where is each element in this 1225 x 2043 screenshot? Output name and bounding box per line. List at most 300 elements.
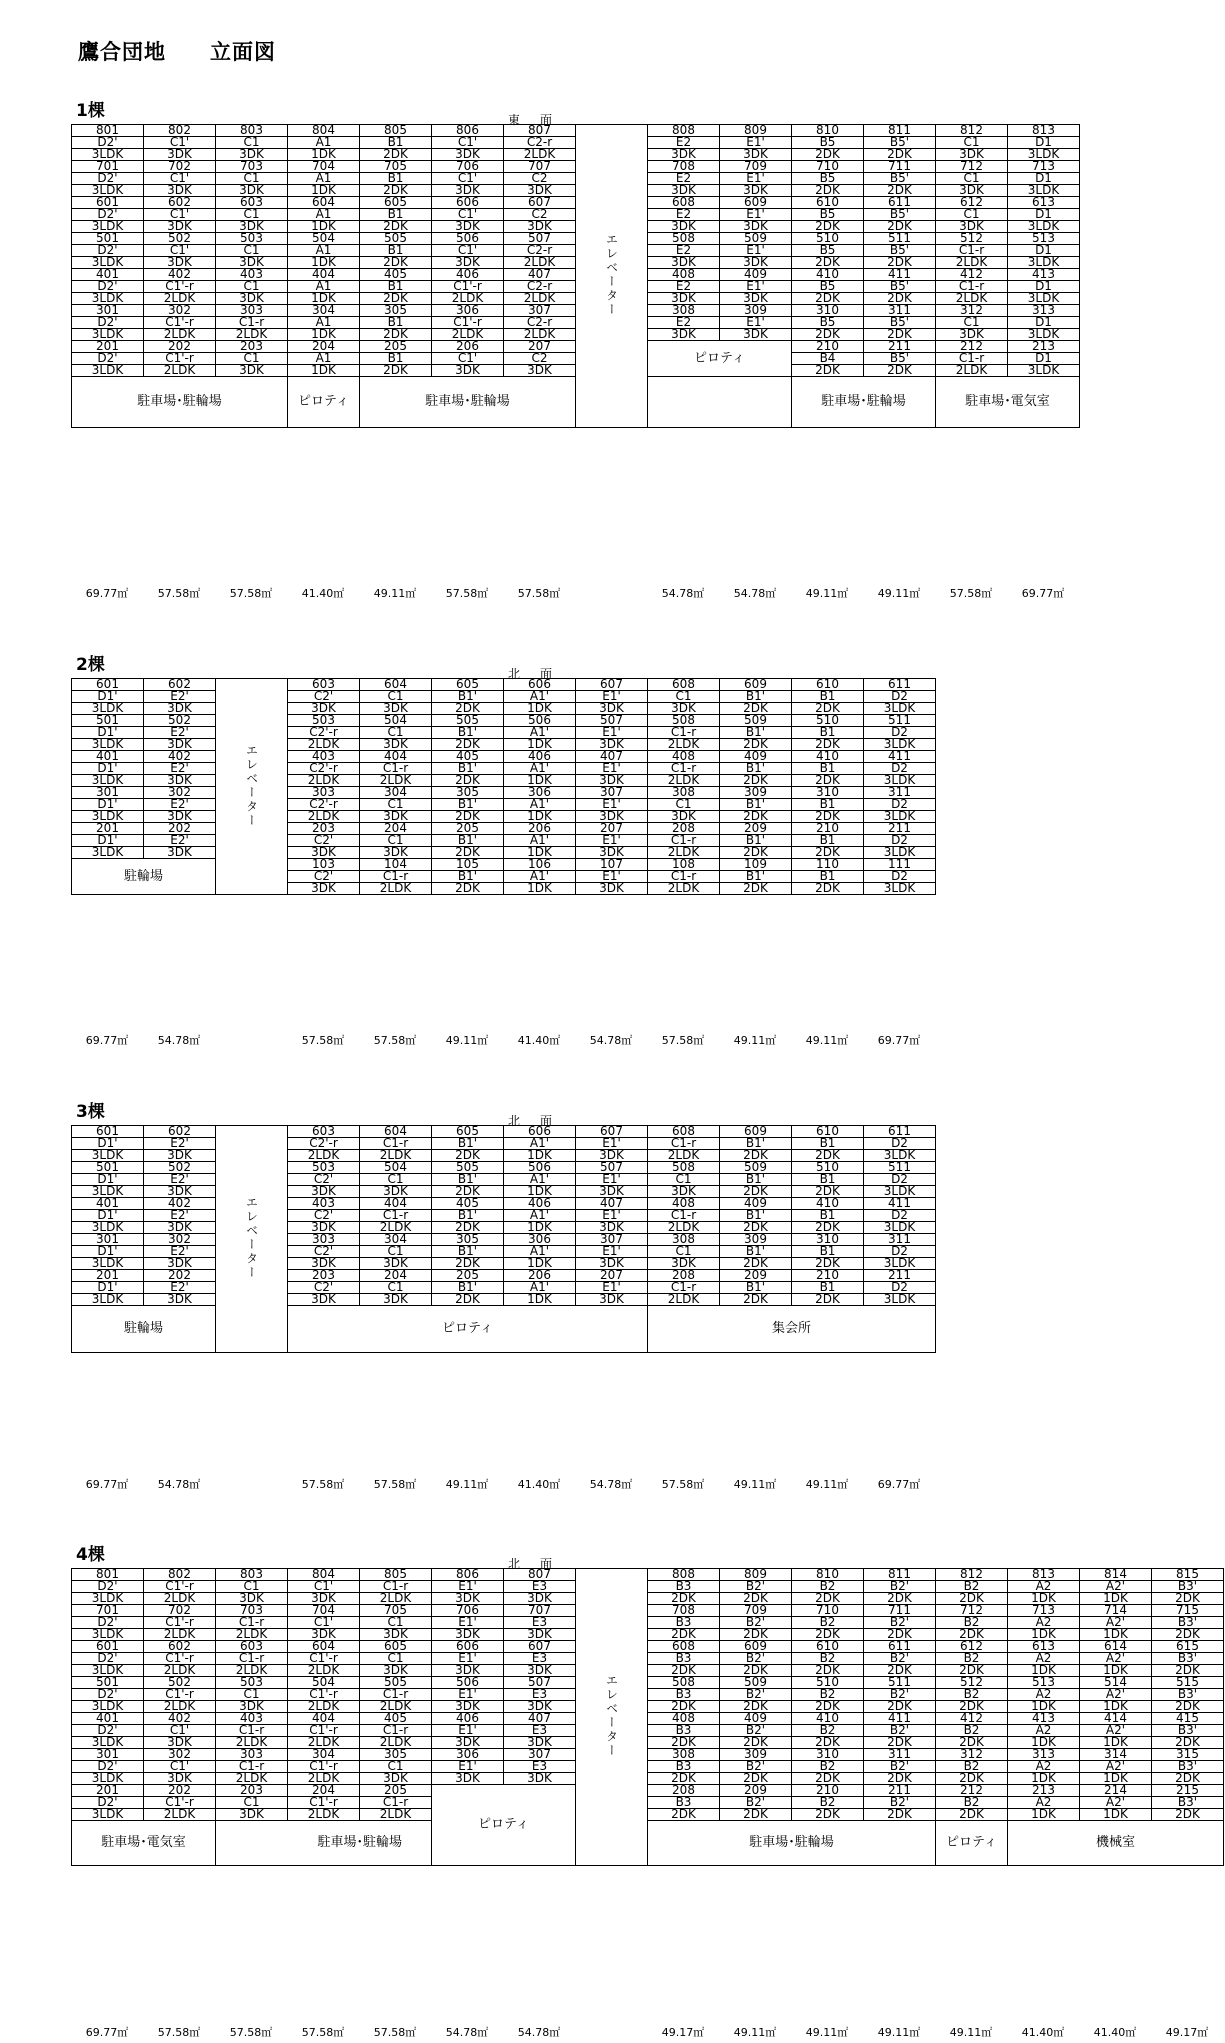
unit-number: 108 [648, 859, 720, 871]
unit-layout: 2DK [936, 1665, 1008, 1677]
unit-layout: 3LDK [72, 1665, 144, 1677]
elevator-shaft [216, 1126, 288, 1353]
unit-type: B1' [720, 727, 792, 739]
unit-layout: 3DK [432, 1701, 504, 1713]
unit-number: 704 [288, 1605, 360, 1617]
floor-row-type [72, 1581, 1224, 1593]
unit-layout: 3LDK [864, 847, 936, 859]
floor-row-type [72, 1653, 1224, 1665]
unit-type: C1 [648, 691, 720, 703]
unit-layout: 3DK [360, 1186, 432, 1198]
unit-layout: 2DK [720, 1150, 792, 1162]
unit-type: B1' [432, 1210, 504, 1222]
ground-facility: 駐車場･駐輪場 [216, 1821, 504, 1866]
unit-number: 106 [504, 859, 576, 871]
unit-type: E3 [504, 1617, 576, 1629]
unit-number: 509 [720, 1677, 792, 1689]
unit-number: 501 [72, 1677, 144, 1689]
unit-layout: 3LDK [72, 1773, 144, 1785]
unit-layout: 3DK [288, 1186, 360, 1198]
unit-type: B1' [432, 871, 504, 883]
unit-layout: 2DK [720, 1701, 792, 1713]
unit-area: 49.11㎡ [877, 587, 921, 600]
unit-type: C1 [360, 1617, 432, 1629]
unit-type: B2 [792, 1689, 864, 1701]
unit-type: E2' [144, 1138, 216, 1150]
unit-type: A1' [504, 691, 576, 703]
unit-type: E2' [144, 763, 216, 775]
ground-facility: ピロティ [288, 377, 360, 428]
unit-type: B1' [432, 727, 504, 739]
unit-number: 805 [360, 125, 432, 137]
unit-layout: 3LDK [864, 1150, 936, 1162]
unit-type: A1' [504, 871, 576, 883]
unit-layout: 2DK [432, 847, 504, 859]
unit-layout: 3DK [504, 185, 576, 197]
unit-number: 502 [144, 715, 216, 727]
unit-layout: 3DK [360, 847, 432, 859]
unit-number: 507 [576, 1162, 648, 1174]
unit-number: 604 [288, 197, 360, 209]
unit-type: E3 [504, 1581, 576, 1593]
unit-area: 49.11㎡ [445, 1034, 489, 1047]
unit-number: 605 [432, 679, 504, 691]
unit-number: 306 [504, 1234, 576, 1246]
unit-type: D2 [864, 1210, 936, 1222]
unit-layout: 2DK [432, 703, 504, 715]
unit-number: 403 [216, 1713, 288, 1725]
floor-row-layout [72, 1222, 936, 1234]
unit-type: C1-r [360, 1725, 432, 1737]
unit-layout: 3DK [144, 1150, 216, 1162]
ground-facility: 駐車場･電気室 [936, 377, 1080, 428]
unit-layout: 2DK [720, 739, 792, 751]
unit-layout: 2DK [792, 1186, 864, 1198]
unit-type: B2' [864, 1617, 936, 1629]
unit-number: 309 [720, 305, 792, 317]
unit-type: A2 [1008, 1725, 1080, 1737]
unit-number: 407 [576, 1198, 648, 1210]
unit-number: 103 [288, 859, 360, 871]
unit-area: 49.11㎡ [373, 587, 417, 600]
unit-type: B1' [720, 835, 792, 847]
unit-number: 202 [144, 1785, 216, 1797]
floor-row-number [72, 1641, 1224, 1653]
unit-number: 510 [792, 715, 864, 727]
floor-row-number [72, 1785, 1224, 1797]
unit-number: 715 [1152, 1605, 1224, 1617]
unit-type: A1' [504, 1138, 576, 1150]
unit-type: D1' [72, 691, 144, 703]
unit-layout: 2DK [432, 775, 504, 787]
unit-type: C1 [216, 137, 288, 149]
unit-layout: 3DK [936, 329, 1008, 341]
unit-type: A2' [1080, 1725, 1152, 1737]
unit-layout: 3DK [432, 149, 504, 161]
unit-number: 813 [1008, 125, 1080, 137]
unit-layout: 2LDK [504, 329, 576, 341]
unit-layout: 2DK [864, 185, 936, 197]
unit-type: D1' [72, 1210, 144, 1222]
floor-row-layout [72, 1737, 1224, 1749]
unit-layout: 3DK [144, 775, 216, 787]
unit-layout: 3DK [216, 1809, 288, 1821]
unit-type: C1 [360, 1174, 432, 1186]
unit-number: 606 [504, 1126, 576, 1138]
unit-number: 201 [72, 1785, 144, 1797]
unit-layout: 3LDK [864, 1258, 936, 1270]
unit-layout: 2DK [720, 1593, 792, 1605]
floor-row-number [72, 1677, 1224, 1689]
unit-number: 407 [504, 269, 576, 281]
unit-area: 49.11㎡ [805, 2026, 849, 2039]
unit-layout: 2DK [792, 883, 864, 895]
unit-type: D2 [864, 727, 936, 739]
unit-number: 703 [216, 1605, 288, 1617]
unit-layout: 3LDK [864, 775, 936, 787]
unit-area: 54.78㎡ [661, 587, 705, 600]
unit-type: D2 [864, 691, 936, 703]
unit-number: 405 [360, 1713, 432, 1725]
unit-layout: 3DK [504, 365, 576, 377]
unit-layout: 3DK [576, 847, 648, 859]
unit-type: A1' [504, 727, 576, 739]
unit-number: 312 [936, 305, 1008, 317]
unit-layout: 3DK [288, 847, 360, 859]
unit-type: B3 [648, 1617, 720, 1629]
unit-layout: 2DK [360, 329, 432, 341]
unit-layout: 2LDK [648, 883, 720, 895]
unit-type: C1' [144, 1725, 216, 1737]
unit-layout: 2DK [792, 703, 864, 715]
unit-layout: 3DK [144, 1737, 216, 1749]
floor-row-number [72, 1270, 936, 1282]
unit-type: A1 [288, 353, 360, 365]
unit-layout: 3DK [936, 185, 1008, 197]
unit-layout: 2DK [864, 1701, 936, 1713]
unit-number: 403 [288, 751, 360, 763]
unit-layout: 3DK [360, 703, 432, 715]
unit-layout: 3DK [144, 1294, 216, 1306]
unit-number: 411 [864, 751, 936, 763]
unit-type: B1' [720, 691, 792, 703]
unit-number: 710 [792, 1605, 864, 1617]
unit-type: C1'-r [288, 1797, 360, 1809]
ground-facility: 駐車場･駐輪場 [792, 377, 936, 428]
unit-layout: 3DK [648, 703, 720, 715]
unit-number: 503 [288, 1162, 360, 1174]
unit-number: 514 [1080, 1677, 1152, 1689]
unit-layout: 1DK [1080, 1737, 1152, 1749]
unit-number: 612 [936, 197, 1008, 209]
unit-type: D2' [72, 1725, 144, 1737]
unit-type: D2' [72, 1617, 144, 1629]
unit-number: 506 [504, 715, 576, 727]
unit-number: 407 [576, 751, 648, 763]
unit-type: E3 [504, 1653, 576, 1665]
unit-layout: 2DK [648, 1701, 720, 1713]
unit-number: 709 [720, 161, 792, 173]
unit-type: C1-r [360, 763, 432, 775]
elevation-face-label: 北 面 [508, 1557, 557, 1571]
unit-area: 57.58㎡ [661, 1478, 705, 1491]
unit-number: 310 [792, 305, 864, 317]
unit-number: 512 [936, 1677, 1008, 1689]
unit-type: B3 [648, 1797, 720, 1809]
unit-layout: 3DK [288, 1222, 360, 1234]
unit-number: 605 [360, 197, 432, 209]
unit-layout: 2DK [864, 149, 936, 161]
unit-type: B5 [792, 317, 864, 329]
unit-type: B1' [720, 1210, 792, 1222]
unit-layout: 3LDK [72, 1150, 144, 1162]
unit-layout: 2DK [792, 775, 864, 787]
unit-number: 104 [360, 859, 432, 871]
unit-layout: 2DK [792, 1701, 864, 1713]
unit-number: 615 [1152, 1641, 1224, 1653]
unit-layout: 1DK [1080, 1809, 1152, 1821]
unit-layout: 2LDK [504, 257, 576, 269]
unit-type: D1 [1008, 245, 1080, 257]
unit-type: C2' [288, 871, 360, 883]
unit-type: C1' [144, 173, 216, 185]
unit-type: C1'-r [144, 1617, 216, 1629]
elevation-table [71, 124, 1080, 428]
unit-layout: 3DK [576, 883, 648, 895]
unit-type: B1' [720, 1282, 792, 1294]
unit-number: 309 [720, 787, 792, 799]
unit-type: B1 [792, 763, 864, 775]
unit-layout: 2DK [792, 257, 864, 269]
unit-number: 602 [144, 197, 216, 209]
unit-number: 812 [936, 1569, 1008, 1581]
unit-layout: 2LDK [144, 293, 216, 305]
unit-type: D2' [72, 281, 144, 293]
unit-number: 812 [936, 125, 1008, 137]
unit-number: 311 [864, 1234, 936, 1246]
unit-layout: 2LDK [216, 329, 288, 341]
unit-area: 57.58㎡ [301, 2026, 345, 2039]
unit-type: C1 [360, 691, 432, 703]
elevator-label: エレベーター [244, 1196, 259, 1280]
unit-layout: 2LDK [288, 1701, 360, 1713]
unit-type: E1' [576, 727, 648, 739]
unit-number: 402 [144, 1713, 216, 1725]
unit-type: D1 [1008, 353, 1080, 365]
unit-type: E2 [648, 245, 720, 257]
unit-number: 310 [792, 1749, 864, 1761]
unit-layout: 2DK [792, 1629, 864, 1641]
unit-type: E1' [432, 1653, 504, 1665]
unit-layout: 1DK [1008, 1809, 1080, 1821]
unit-layout: 3DK [288, 703, 360, 715]
unit-type: B3 [648, 1725, 720, 1737]
unit-type: E1' [720, 317, 792, 329]
unit-layout: 1DK [288, 293, 360, 305]
unit-type: C1-r [936, 353, 1008, 365]
unit-number: 411 [864, 1198, 936, 1210]
ground-facility: 駐輪場 [72, 859, 216, 895]
unit-type: E1' [576, 763, 648, 775]
blank-area [648, 377, 792, 428]
unit-area: 54.78㎡ [589, 1034, 633, 1047]
unit-type: E2 [648, 209, 720, 221]
unit-type: B2 [936, 1797, 1008, 1809]
floor-row-type [72, 1761, 1224, 1773]
unit-layout: 2DK [792, 1258, 864, 1270]
unit-type: C1' [432, 353, 504, 365]
unit-type: D1' [72, 1246, 144, 1258]
unit-number: 603 [216, 1641, 288, 1653]
floor-row-layout [72, 1294, 936, 1306]
unit-layout: 2LDK [216, 1665, 288, 1677]
unit-layout: 3DK [288, 883, 360, 895]
unit-type: C1 [216, 281, 288, 293]
unit-layout: 2DK [792, 847, 864, 859]
unit-layout: 2DK [864, 1665, 936, 1677]
unit-layout: 2DK [792, 293, 864, 305]
unit-area: 57.58㎡ [157, 587, 201, 600]
unit-number: 206 [504, 823, 576, 835]
unit-layout: 1DK [288, 329, 360, 341]
unit-type: E2' [144, 1210, 216, 1222]
unit-layout: 2DK [792, 1593, 864, 1605]
unit-type: C2 [504, 209, 576, 221]
unit-layout: 2DK [792, 221, 864, 233]
unit-type: B2 [792, 1725, 864, 1737]
unit-type: A1' [504, 835, 576, 847]
unit-number: 308 [648, 787, 720, 799]
floor-row-number [72, 859, 936, 871]
floor-row-layout [72, 1629, 1224, 1641]
unit-layout: 2DK [792, 329, 864, 341]
unit-number: 508 [648, 233, 720, 245]
unit-layout: 2DK [432, 1294, 504, 1306]
elevator-label: エレベーター [604, 1674, 619, 1758]
unit-number: 607 [504, 1641, 576, 1653]
unit-area: 49.11㎡ [949, 2026, 993, 2039]
elevation-table [71, 678, 936, 895]
unit-layout: 2DK [792, 1665, 864, 1677]
unit-layout: 3DK [432, 1629, 504, 1641]
unit-layout: 2DK [1152, 1629, 1224, 1641]
unit-type: B2 [792, 1617, 864, 1629]
unit-number: 608 [648, 1126, 720, 1138]
unit-number: 210 [792, 823, 864, 835]
unit-number: 306 [432, 305, 504, 317]
unit-number: 304 [360, 1234, 432, 1246]
unit-type: A2 [1008, 1581, 1080, 1593]
unit-number: 607 [576, 679, 648, 691]
unit-type: C1-r [216, 1761, 288, 1773]
unit-number: 302 [144, 1749, 216, 1761]
unit-number: 610 [792, 1126, 864, 1138]
unit-type: C1'-r [144, 353, 216, 365]
unit-type: C1' [144, 209, 216, 221]
unit-layout: 3DK [432, 1593, 504, 1605]
unit-number: 110 [792, 859, 864, 871]
unit-number: 201 [72, 823, 144, 835]
unit-type: B1 [360, 281, 432, 293]
unit-layout: 2LDK [648, 1222, 720, 1234]
unit-number: 401 [72, 1713, 144, 1725]
unit-type: B4 [792, 353, 864, 365]
unit-number: 713 [1008, 161, 1080, 173]
unit-layout: 2LDK [288, 1665, 360, 1677]
unit-layout: 2LDK [288, 1773, 360, 1785]
unit-type: E2' [144, 1246, 216, 1258]
unit-type: D1 [1008, 173, 1080, 185]
unit-layout: 2DK [720, 703, 792, 715]
unit-area: 49.11㎡ [733, 1478, 777, 1491]
floor-row-number [72, 1569, 1224, 1581]
floor-row-number [72, 1234, 936, 1246]
unit-number: 611 [864, 1641, 936, 1653]
unit-type: D2' [72, 245, 144, 257]
unit-type: B5' [864, 281, 936, 293]
unit-layout: 2LDK [360, 775, 432, 787]
unit-number: 209 [720, 1785, 792, 1797]
unit-number: 504 [288, 233, 360, 245]
unit-type: E1' [576, 871, 648, 883]
unit-layout: 2LDK [648, 739, 720, 751]
unit-type: E1' [576, 1138, 648, 1150]
unit-type: B1' [432, 763, 504, 775]
unit-type: B3' [1152, 1725, 1224, 1737]
unit-type: B1' [720, 1138, 792, 1150]
unit-type: A2' [1080, 1617, 1152, 1629]
unit-type: E1' [720, 245, 792, 257]
unit-type: C1'-r [144, 281, 216, 293]
unit-number: 202 [144, 341, 216, 353]
unit-type: C1'-r [432, 317, 504, 329]
unit-number: 512 [936, 233, 1008, 245]
unit-number: 212 [936, 341, 1008, 353]
floor-row-layout [72, 1665, 1224, 1677]
unit-number: 701 [72, 1605, 144, 1617]
unit-layout: 1DK [504, 775, 576, 787]
unit-type: D1 [1008, 137, 1080, 149]
unit-number: 211 [864, 823, 936, 835]
unit-layout: 3DK [576, 1294, 648, 1306]
unit-number: 401 [72, 1198, 144, 1210]
unit-type: B1 [360, 245, 432, 257]
ground-facility: 駐車場･電気室 [72, 1821, 216, 1866]
unit-layout: 3LDK [1008, 365, 1080, 377]
unit-number: 501 [72, 233, 144, 245]
unit-layout: 2DK [360, 149, 432, 161]
unit-layout: 2DK [720, 847, 792, 859]
unit-number: 404 [288, 1713, 360, 1725]
unit-layout: 1DK [1008, 1593, 1080, 1605]
unit-type: C1-r [360, 1210, 432, 1222]
unit-number: 801 [72, 125, 144, 137]
unit-area: 57.58㎡ [157, 2026, 201, 2039]
unit-type: C1 [216, 1581, 288, 1593]
floor-row-layout [72, 1258, 936, 1270]
unit-number: 708 [648, 1605, 720, 1617]
unit-type: C1-r [360, 1797, 432, 1809]
unit-number: 606 [432, 1641, 504, 1653]
unit-number: 511 [864, 715, 936, 727]
unit-layout: 2DK [360, 293, 432, 305]
unit-number: 805 [360, 1569, 432, 1581]
unit-type: D1' [72, 799, 144, 811]
unit-number: 415 [1152, 1713, 1224, 1725]
unit-layout: 2LDK [288, 811, 360, 823]
unit-number: 706 [432, 161, 504, 173]
unit-type: C1' [144, 137, 216, 149]
